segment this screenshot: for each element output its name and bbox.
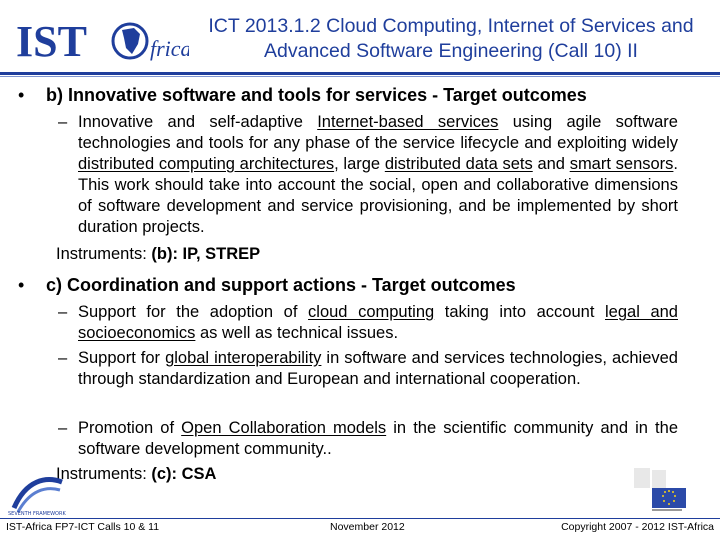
underlined-term: legal and socioeconomics (78, 303, 678, 342)
footer-divider (0, 518, 720, 519)
svg-text:frica: frica (150, 36, 189, 61)
section-c-item-2-text (78, 348, 678, 390)
dash-marker: – (58, 113, 68, 131)
section-b-heading: b) Innovative software and tools for services - Target outcomes (46, 85, 587, 105)
european-commission-logo (632, 466, 690, 514)
underlined-term: global interoperability (165, 349, 322, 367)
underlined-term: distributed computing architectures (78, 155, 335, 173)
title-line-1: ICT 2013.1.2 Cloud Computing, Internet of Services and (208, 15, 694, 37)
text-span: in software and services technologies, achieved through standardization and European and international cooperation. (78, 349, 678, 388)
section-c-item-1-text (78, 302, 678, 344)
svg-text:IST: IST (16, 17, 87, 66)
footer-date: November 2012 (330, 521, 405, 533)
instruments-value: (b): IP, STREP (151, 245, 261, 263)
underlined-term: Open Collaboration models (181, 419, 387, 437)
footer-copyright: Copyright 2007 - 2012 IST-Africa (561, 521, 714, 533)
dash-marker: – (58, 349, 68, 367)
text-span: and (532, 155, 570, 173)
text-span: , large (334, 155, 385, 173)
dash-marker: – (58, 419, 68, 437)
text-span: using agile software technologies and tools for any phase of the service lifecycle and exploiting widely (78, 113, 678, 152)
underlined-term: distributed data sets (384, 155, 533, 173)
text-span: in the scientific community and in the software development community.. (78, 419, 678, 458)
underlined-term: Internet-based services (317, 113, 499, 131)
text-span: Support for the adoption of (78, 303, 309, 321)
section-c-item-3-text (78, 418, 678, 460)
section-b-item-text (78, 112, 678, 238)
section-c-heading: c) Coordination and support actions - Target outcomes (46, 275, 516, 295)
dash-marker: – (58, 303, 68, 321)
text-span: Support for (78, 349, 166, 367)
title-line-2: Advanced Software Engineering (Call 10) II (264, 40, 638, 62)
footer-left: IST-Africa FP7-ICT Calls 10 & 11 (6, 521, 160, 533)
text-span: Promotion of (78, 419, 182, 437)
ist-africa-logo (14, 14, 189, 66)
section-b-instruments (56, 244, 260, 265)
header-divider (0, 72, 720, 75)
text-span: . This work should take into account the social, open and collaborative dimensions of software development and service provisioning, and be implemented by short duration projects. (78, 155, 679, 236)
underlined-term: smart sensors (569, 155, 674, 173)
section-c-instruments (56, 464, 216, 485)
text-span: Innovative and self-adaptive (78, 113, 318, 131)
instruments-label: Instruments: (56, 245, 152, 263)
fp7-logo (6, 472, 70, 516)
header-divider-thin (0, 76, 720, 77)
text-span: taking into account (434, 303, 605, 321)
instruments-value: (c): CSA (151, 465, 217, 483)
underlined-term: cloud computing (308, 303, 435, 321)
bullet-dot: • (18, 275, 25, 295)
svg-text:SEVENTH FRAMEWORK: SEVENTH FRAMEWORK (8, 511, 66, 516)
slide-title (196, 14, 706, 64)
instruments-label: Instruments: (56, 465, 152, 483)
text-span: as well as technical issues. (195, 324, 399, 342)
bullet-dot: • (18, 85, 25, 105)
